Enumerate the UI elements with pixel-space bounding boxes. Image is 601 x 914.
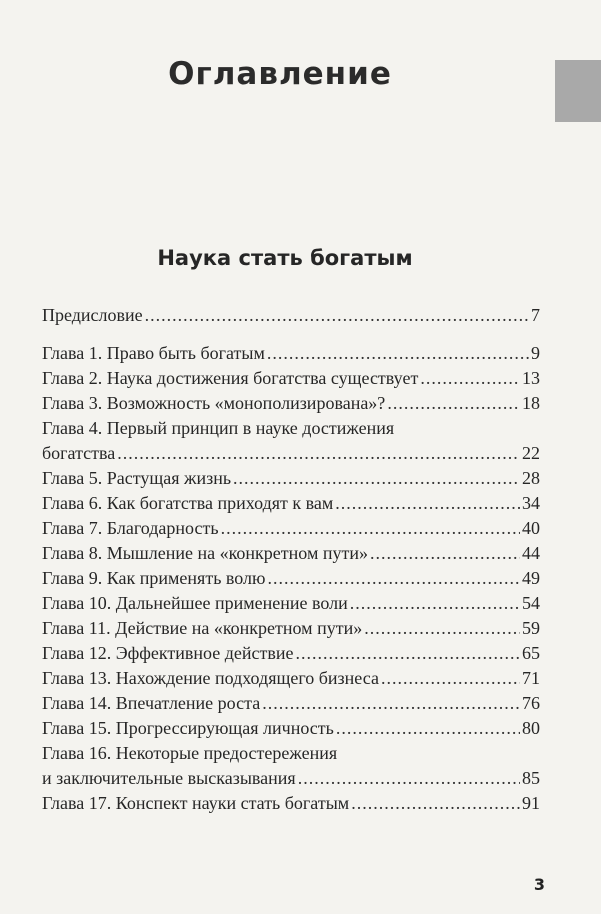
dot-leader xyxy=(221,516,520,541)
page-title: Оглавление xyxy=(168,56,392,92)
toc-entry-label: Глава 2. Наука достижения богатства существует xyxy=(42,368,419,388)
toc-entry-label: Глава 6. Как богатства приходят к вам xyxy=(42,493,334,513)
toc-entry-page: 9 xyxy=(531,343,540,363)
toc-entry-label: Глава 1. Право быть богатым xyxy=(42,343,265,363)
toc-entry-chapter-10[interactable] xyxy=(42,591,540,616)
dot-leader xyxy=(364,616,520,641)
toc-entry-page: 85 xyxy=(522,768,540,788)
page-number: 3 xyxy=(533,875,545,894)
toc-entry-page: 59 xyxy=(522,618,540,638)
dot-leader xyxy=(350,591,520,616)
toc-entry-chapter-8[interactable] xyxy=(42,541,540,566)
toc-entry-label: и заключительные высказывания xyxy=(42,768,296,788)
dot-leader xyxy=(298,766,520,791)
toc-entry-label: Глава 10. Дальнейшее применение воли xyxy=(42,593,348,613)
toc-entry-label: богатства xyxy=(42,443,116,463)
toc-entry-page: 49 xyxy=(522,568,540,588)
dot-leader xyxy=(145,303,529,328)
dot-leader xyxy=(387,391,520,416)
dot-leader xyxy=(262,691,520,716)
toc-entry-page: 18 xyxy=(522,393,540,413)
dot-leader xyxy=(267,341,529,366)
toc-entry-chapter-4[interactable] xyxy=(42,416,540,466)
toc-entry-label-line1: Глава 16. Некоторые предостережения xyxy=(42,743,338,763)
toc-entry-page: 65 xyxy=(522,643,540,663)
toc-entry-chapter-14[interactable] xyxy=(42,691,540,716)
dot-leader xyxy=(420,366,520,391)
toc-entry-page: 34 xyxy=(522,493,540,513)
table-of-contents xyxy=(42,303,540,816)
toc-entry-label: Глава 13. Нахождение подходящего бизнеса xyxy=(42,668,379,688)
toc-entry-label: Глава 3. Возможность «монополизирована»? xyxy=(42,393,386,413)
toc-entry-chapter-9[interactable] xyxy=(42,566,540,591)
dot-leader xyxy=(351,791,520,816)
toc-entry-chapter-3[interactable] xyxy=(42,391,540,416)
dot-leader xyxy=(117,441,520,466)
toc-entry-label: Глава 14. Впечатление роста xyxy=(42,693,261,713)
dot-leader xyxy=(335,491,520,516)
toc-entry-chapter-1[interactable] xyxy=(42,341,540,366)
toc-entry-page: 13 xyxy=(522,368,540,388)
toc-entry-page: 76 xyxy=(522,693,540,713)
toc-entry-page: 22 xyxy=(522,443,540,463)
toc-entry-page: 91 xyxy=(522,793,540,813)
toc-entry-chapter-5[interactable] xyxy=(42,466,540,491)
toc-entry-chapter-11[interactable] xyxy=(42,616,540,641)
toc-entry-page: 7 xyxy=(531,305,540,325)
toc-entry-page: 80 xyxy=(522,718,540,738)
toc-entry-page: 28 xyxy=(522,468,540,488)
toc-entry-page: 71 xyxy=(522,668,540,688)
toc-entry-page: 44 xyxy=(522,543,540,563)
toc-entry-label-line1: Глава 4. Первый принцип в науке достижения xyxy=(42,418,395,438)
toc-entry-chapter-2[interactable] xyxy=(42,366,540,391)
toc-entry-chapter-15[interactable] xyxy=(42,716,540,741)
chapter-tab-marker xyxy=(555,60,601,122)
toc-entry-page: 54 xyxy=(522,593,540,613)
toc-entry-preface[interactable] xyxy=(42,303,540,328)
dot-leader xyxy=(267,566,520,591)
toc-entry-label: Глава 15. Прогрессирующая личность xyxy=(42,718,334,738)
toc-entry-chapter-16[interactable] xyxy=(42,741,540,791)
dot-leader xyxy=(370,541,520,566)
toc-entry-label: Глава 9. Как применять волю xyxy=(42,568,266,588)
toc-entry-label: Глава 17. Конспект науки стать богатым xyxy=(42,793,350,813)
toc-entry-chapter-7[interactable] xyxy=(42,516,540,541)
toc-entry-label: Глава 7. Благодарность xyxy=(42,518,219,538)
dot-leader xyxy=(336,716,520,741)
toc-entry-label: Глава 11. Действие на «конкретном пути» xyxy=(42,618,363,638)
toc-entry-label: Глава 8. Мышление на «конкретном пути» xyxy=(42,543,368,563)
toc-entry-label: Глава 5. Растущая жизнь xyxy=(42,468,232,488)
dot-leader xyxy=(233,466,520,491)
toc-entry-page: 40 xyxy=(522,518,540,538)
toc-entry-label: Глава 12. Эффективное действие xyxy=(42,643,294,663)
toc-entry-chapter-12[interactable] xyxy=(42,641,540,666)
dot-leader xyxy=(381,666,520,691)
toc-entry-label: Предисловие xyxy=(42,305,143,325)
toc-entry-chapter-17[interactable] xyxy=(42,791,540,816)
toc-entry-chapter-13[interactable] xyxy=(42,666,540,691)
section-title: Наука стать богатым xyxy=(157,246,413,270)
dot-leader xyxy=(295,641,520,666)
toc-entry-chapter-6[interactable] xyxy=(42,491,540,516)
